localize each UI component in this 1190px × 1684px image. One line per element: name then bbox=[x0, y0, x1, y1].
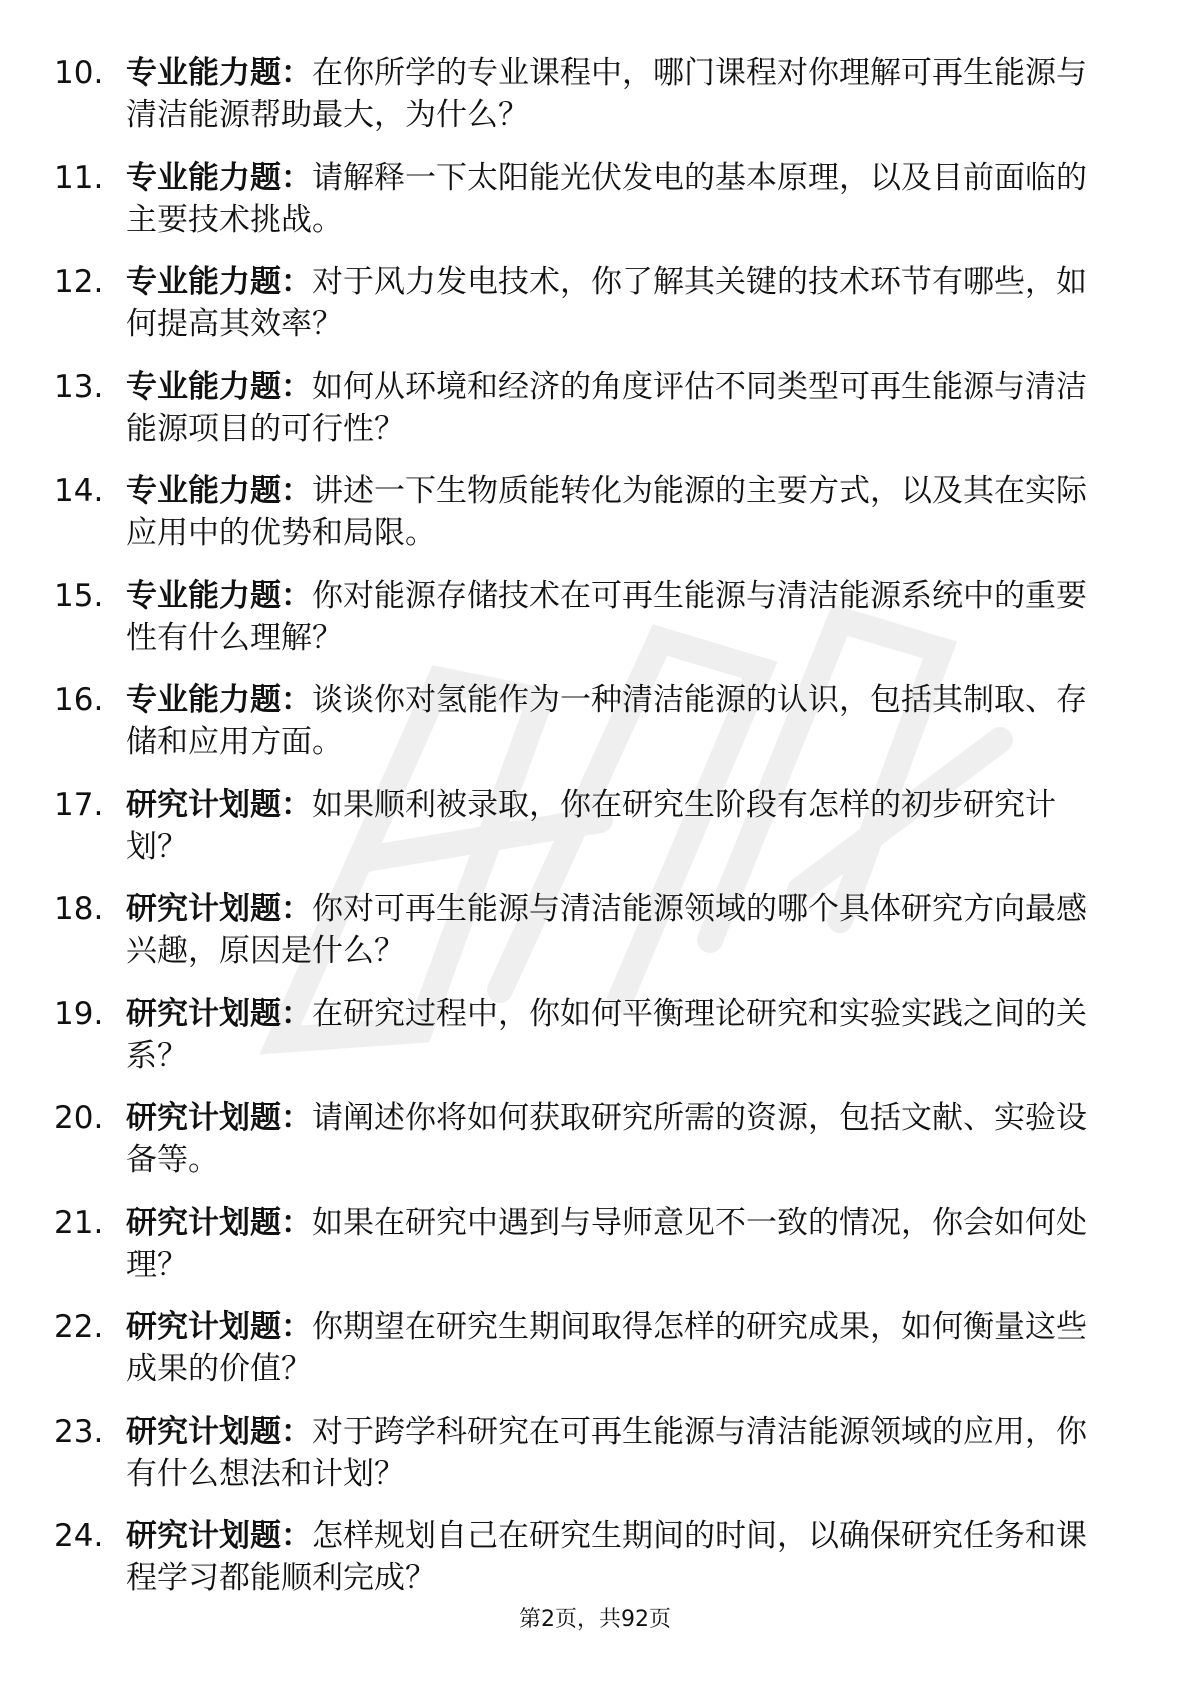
question-category: 专业能力题： bbox=[126, 159, 312, 196]
question-category: 专业能力题： bbox=[126, 473, 312, 509]
question-item bbox=[54, 679, 1114, 763]
question-text: 请解释一下太阳能光伏发电的基本原理，以及目前面临的主要技术挑战。 bbox=[126, 159, 1087, 238]
question-item bbox=[54, 784, 1114, 868]
question-category: 研究计划题： bbox=[126, 995, 312, 1032]
question-category: 专业能力题： bbox=[126, 264, 312, 300]
question-category: 研究计划题： bbox=[126, 1518, 312, 1554]
question-item bbox=[54, 888, 1114, 972]
question-number: 13. bbox=[54, 368, 104, 405]
question-text: 在你所学的专业课程中，哪门课程对你理解可再生能源与清洁能源帮助最大，为什么？ bbox=[126, 55, 1087, 133]
question-text: 如果顺利被录取，你在研究生阶段有怎样的初步研究计划？ bbox=[126, 786, 1056, 865]
question-number: 18. bbox=[54, 891, 104, 927]
question-item bbox=[54, 157, 1114, 241]
question-item bbox=[54, 993, 1114, 1077]
question-number: 23. bbox=[54, 1413, 104, 1450]
question-category: 研究计划题： bbox=[126, 891, 312, 927]
question-text: 如何从环境和经济的角度评估不同类型可再生能源与清洁能源项目的可行性？ bbox=[126, 368, 1087, 447]
question-number: 16. bbox=[54, 682, 104, 718]
question-text: 如果在研究中遇到与导师意见不一致的情况，你会如何处理？ bbox=[126, 1204, 1087, 1283]
question-number: 21. bbox=[54, 1204, 104, 1241]
question-text: 对于跨学科研究在可再生能源与清洁能源领域的应用，你有什么想法和计划？ bbox=[126, 1413, 1087, 1492]
question-item bbox=[54, 1202, 1114, 1286]
question-number: 17. bbox=[54, 786, 104, 823]
question-category: 专业能力题： bbox=[126, 55, 312, 91]
question-number: 22. bbox=[54, 1309, 104, 1345]
question-category: 专业能力题： bbox=[126, 577, 312, 614]
question-number: 20. bbox=[54, 1100, 104, 1136]
question-category: 研究计划题： bbox=[126, 1100, 312, 1136]
page-footer: 第2页，共92页 bbox=[519, 1607, 671, 1632]
question-category: 研究计划题： bbox=[126, 1413, 312, 1450]
question-list bbox=[54, 52, 1114, 1620]
question-number: 12. bbox=[54, 264, 104, 300]
question-number: 19. bbox=[54, 995, 104, 1032]
question-number: 24. bbox=[54, 1518, 104, 1554]
question-item bbox=[54, 52, 1114, 136]
question-item bbox=[54, 575, 1114, 659]
question-item bbox=[54, 261, 1114, 345]
question-item bbox=[54, 366, 1114, 450]
question-item bbox=[54, 1515, 1114, 1599]
question-category: 研究计划题： bbox=[126, 1204, 312, 1241]
question-text: 怎样规划自己在研究生期间的时间，以确保研究任务和课程学习都能顺利完成？ bbox=[126, 1518, 1087, 1596]
question-number: 11. bbox=[54, 159, 104, 196]
question-text: 谈谈你对氢能作为一种清洁能源的认识，包括其制取、存储和应用方面。 bbox=[126, 682, 1087, 760]
question-number: 14. bbox=[54, 473, 104, 509]
question-text: 你对能源存储技术在可再生能源与清洁能源系统中的重要性有什么理解？ bbox=[126, 577, 1087, 656]
question-number: 10. bbox=[54, 55, 104, 91]
question-item bbox=[54, 1097, 1114, 1181]
question-category: 专业能力题： bbox=[126, 682, 312, 718]
question-item bbox=[54, 1411, 1114, 1495]
question-item bbox=[54, 1306, 1114, 1390]
question-text: 讲述一下生物质能转化为能源的主要方式，以及其在实际应用中的优势和局限。 bbox=[126, 473, 1087, 551]
question-text: 你对可再生能源与清洁能源领域的哪个具体研究方向最感兴趣，原因是什么？ bbox=[126, 891, 1087, 969]
question-category: 研究计划题： bbox=[126, 1309, 312, 1345]
question-text: 请阐述你将如何获取研究所需的资源，包括文献、实验设备等。 bbox=[126, 1100, 1087, 1178]
question-text: 你期望在研究生期间取得怎样的研究成果，如何衡量这些成果的价值？ bbox=[126, 1309, 1087, 1387]
question-category: 专业能力题： bbox=[126, 368, 312, 405]
question-item bbox=[54, 470, 1114, 554]
question-number: 15. bbox=[54, 577, 104, 614]
question-text: 对于风力发电技术，你了解其关键的技术环节有哪些，如何提高其效率？ bbox=[126, 264, 1087, 342]
question-text: 在研究过程中，你如何平衡理论研究和实验实践之间的关系？ bbox=[126, 995, 1087, 1074]
question-category: 研究计划题： bbox=[126, 786, 312, 823]
